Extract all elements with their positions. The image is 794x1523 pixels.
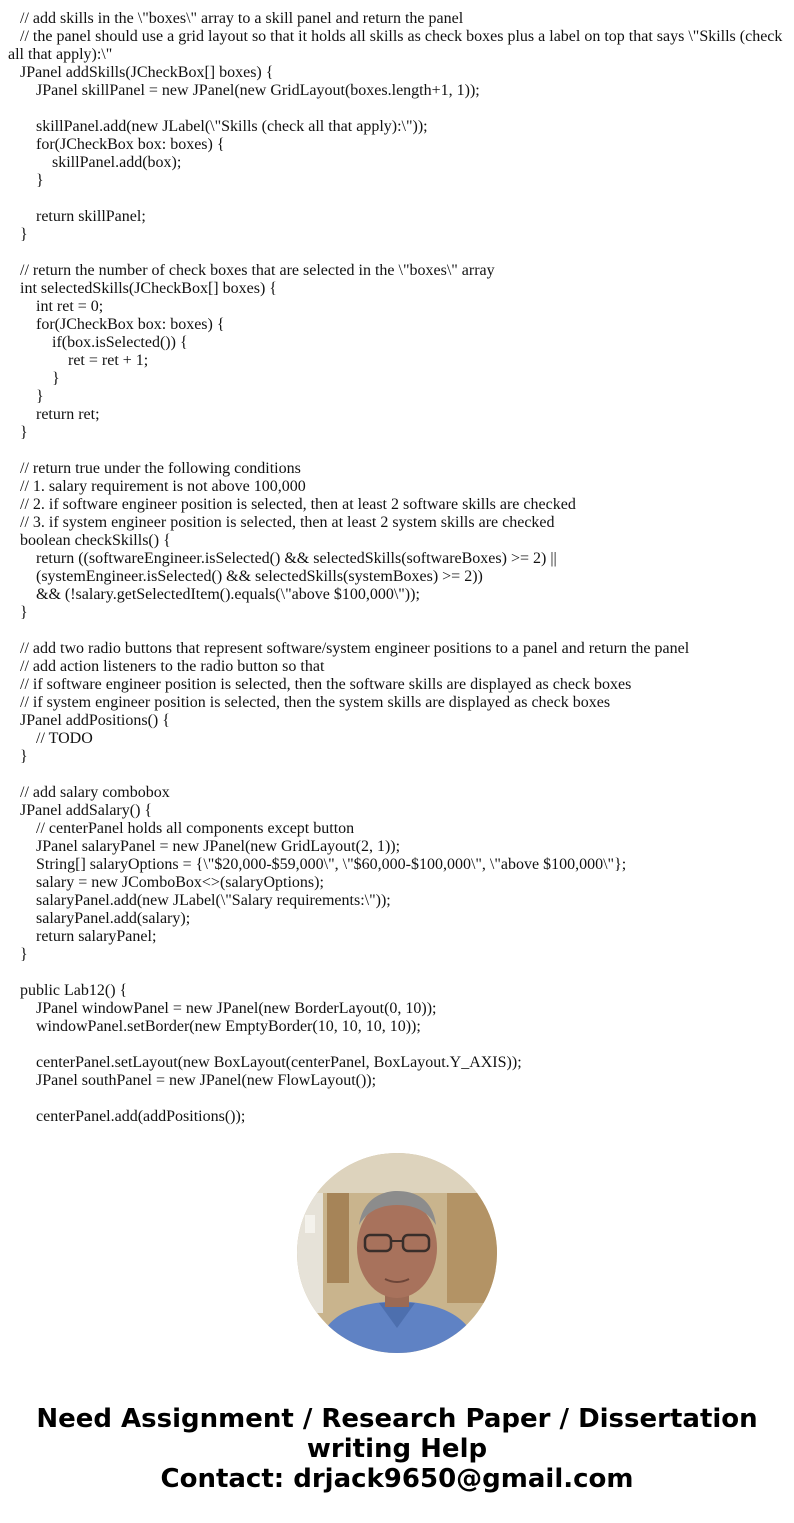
code-line: // the panel should use a grid layout so that it holds all skills as check boxes plus a label on top that says \"Skills (check all that apply):\" xyxy=(8,28,787,63)
code-line: // return the number of check boxes that are selected in the \"boxes\" array xyxy=(8,262,495,279)
code-line: // add two radio buttons that represent software/system engineer positions to a panel and return the panel xyxy=(8,640,690,657)
code-snippet xyxy=(8,10,788,1126)
code-line: String[] salaryOptions = {\"$20,000-$59,000\", \"$60,000-$100,000\", \"above $100,000\"}; xyxy=(8,856,627,873)
code-line: } xyxy=(8,172,44,189)
code-line: // 3. if system engineer position is selected, then at least 2 system skills are checked xyxy=(8,514,555,531)
code-line: windowPanel.setBorder(new EmptyBorder(10, 10, 10, 10)); xyxy=(8,1018,421,1035)
code-line: return skillPanel; xyxy=(8,208,146,225)
code-line xyxy=(8,964,788,982)
code-line: for(JCheckBox box: boxes) { xyxy=(8,136,225,153)
code-line xyxy=(8,100,788,118)
code-line: centerPanel.add(addPositions()); xyxy=(8,1108,246,1125)
avatar xyxy=(297,1153,497,1353)
code-line: // if software engineer position is selected, then the software skills are displayed as check boxes xyxy=(8,676,632,693)
code-line: (systemEngineer.isSelected() && selectedSkills(systemBoxes) >= 2)) xyxy=(8,568,483,585)
code-line: salaryPanel.add(salary); xyxy=(8,910,191,927)
code-line: if(box.isSelected()) { xyxy=(8,334,188,351)
code-line: } xyxy=(8,370,60,387)
code-line: // if system engineer position is selected, then the system skills are displayed as check boxes xyxy=(8,694,611,711)
code-line: JPanel addSalary() { xyxy=(8,802,153,819)
promo-text xyxy=(0,1404,794,1494)
promo-contact: Contact: drjack9650@gmail.com xyxy=(160,1464,634,1494)
code-line: return ret; xyxy=(8,406,100,423)
promo-line-1: Need Assignment / Research Paper / Dissertation xyxy=(36,1404,758,1434)
code-line xyxy=(8,244,788,262)
code-line: skillPanel.add(new JLabel(\"Skills (check all that apply):\")); xyxy=(8,118,428,135)
code-line: } xyxy=(8,388,44,405)
code-line xyxy=(8,442,788,460)
code-line: int selectedSkills(JCheckBox[] boxes) { xyxy=(8,280,277,297)
code-line: && (!salary.getSelectedItem().equals(\"above $100,000\")); xyxy=(8,586,420,603)
code-line: JPanel southPanel = new JPanel(new FlowLayout()); xyxy=(8,1072,377,1089)
code-line: boolean checkSkills() { xyxy=(8,532,171,549)
code-line: JPanel skillPanel = new JPanel(new GridLayout(boxes.length+1, 1)); xyxy=(8,82,480,99)
code-line: // return true under the following conditions xyxy=(8,460,301,477)
code-line xyxy=(8,1036,788,1054)
person-photo-icon xyxy=(297,1153,497,1353)
code-line: for(JCheckBox box: boxes) { xyxy=(8,316,225,333)
code-line: // centerPanel holds all components except button xyxy=(8,820,355,837)
code-line: // add action listeners to the radio button so that xyxy=(8,658,325,675)
code-line: // add salary combobox xyxy=(8,784,170,801)
code-line: public Lab12() { xyxy=(8,982,128,999)
code-line xyxy=(8,766,788,784)
code-line xyxy=(8,622,788,640)
code-line: salary = new JComboBox<>(salaryOptions); xyxy=(8,874,324,891)
code-line: } xyxy=(8,226,28,243)
code-line: // add skills in the \"boxes\" array to a skill panel and return the panel xyxy=(8,10,464,27)
code-line xyxy=(8,190,788,208)
code-line: } xyxy=(8,424,28,441)
code-line: ret = ret + 1; xyxy=(8,352,149,369)
code-line xyxy=(8,1090,788,1108)
code-line: skillPanel.add(box); xyxy=(8,154,182,171)
code-line: } xyxy=(8,946,28,963)
code-line: int ret = 0; xyxy=(8,298,104,315)
code-line: JPanel addSkills(JCheckBox[] boxes) { xyxy=(8,64,274,81)
code-line: // 1. salary requirement is not above 100,000 xyxy=(8,478,306,495)
code-line: // TODO xyxy=(8,730,93,747)
code-line: JPanel addPositions() { xyxy=(8,712,170,729)
code-line: return salaryPanel; xyxy=(8,928,157,945)
promo-line-2: writing Help xyxy=(306,1434,488,1464)
code-line: } xyxy=(8,748,28,765)
code-line: salaryPanel.add(new JLabel(\"Salary requirements:\")); xyxy=(8,892,391,909)
code-line: JPanel salaryPanel = new JPanel(new GridLayout(2, 1)); xyxy=(8,838,401,855)
code-line: JPanel windowPanel = new JPanel(new BorderLayout(0, 10)); xyxy=(8,1000,437,1017)
code-line: centerPanel.setLayout(new BoxLayout(centerPanel, BoxLayout.Y_AXIS)); xyxy=(8,1054,522,1071)
code-line: } xyxy=(8,604,28,621)
code-line: // 2. if software engineer position is selected, then at least 2 software skills are checked xyxy=(8,496,576,513)
code-line: return ((softwareEngineer.isSelected() && selectedSkills(softwareBoxes) >= 2) || xyxy=(8,550,557,567)
